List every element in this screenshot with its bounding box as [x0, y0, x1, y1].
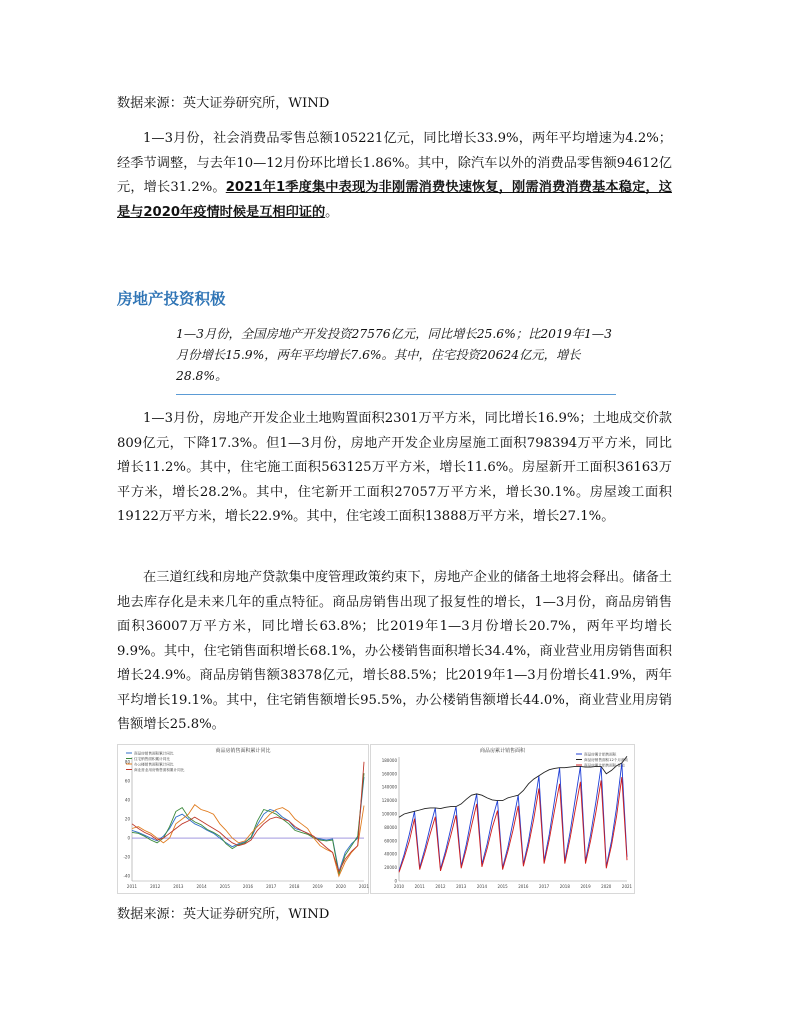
x-tick-label: 2019: [312, 884, 323, 889]
x-tick-label: 2012: [150, 884, 161, 889]
y-tick-label: 60000: [384, 838, 397, 844]
consumption-text: 1—3月份，社会消费品零售总额105221亿元，同比增长33.9%，两年平均增速为4.2%；经季节调整，与去年10—12月份环比增长1.86%。其中，除汽车以外的消费品零售额94612亿元，增长31.2%。: [117, 131, 672, 195]
y-tick-label: 0: [127, 835, 130, 841]
land-text: 1—3月份，房地产开发企业土地购置面积2301万平方米，同比增长16.9%；土地成交价款809亿元，下降17.3%。但1—3月份，房地产开发企业房屋施工面积798394万平方米，同比增长11.2%。其中，住宅施工面积563125万平方米，增长11.6%。房屋新开工面积36163万平方米，增长28.2%。其中，住宅新开工面积27057万平方米，增长30.1%。房屋竣工面积19122万平方米，增长22.9%。其中，住宅竣工面积13888万平方米，增长27.1%。: [117, 411, 672, 524]
x-tick-label: 2017: [266, 884, 277, 889]
y-tick-label: 120000: [381, 798, 397, 804]
consumption-emphasis: 2021年1季度集中表现为非刚需消费快速恢复，刚需消费消费基本稳定，这是与2020年疫情时候是互相印证的: [117, 180, 672, 220]
x-tick-label: 2014: [196, 884, 207, 889]
y-tick-label: 60: [124, 778, 130, 784]
quote-divider: [176, 394, 616, 395]
x-tick-label: 2012: [435, 884, 446, 889]
x-tick-label: 2018: [559, 884, 570, 889]
sales-paragraph: [117, 566, 672, 738]
legend-label: 商品房销售面积12个月滚动: [584, 758, 629, 762]
y-tick-label: 40: [124, 797, 130, 803]
chart-sales-cumulative-svg: [371, 745, 634, 893]
legend-label: 商品房累计销售面积-住宅: [584, 763, 625, 768]
chart-sales-yoy-svg: [118, 745, 368, 893]
x-tick-label: 2019: [580, 884, 591, 889]
y-tick-label: 0: [394, 878, 397, 884]
y-tick-label: 40000: [384, 851, 397, 857]
land-paragraph: [117, 407, 672, 530]
consumption-paragraph: [117, 127, 672, 225]
y-tick-label: 100000: [381, 811, 397, 817]
chart-sales-cumulative: [370, 744, 635, 894]
legend-label: 商业营业用房销售面积累计同比: [134, 768, 185, 772]
y-tick-label: 140000: [381, 784, 397, 790]
x-tick-label: 2015: [497, 884, 508, 889]
y-tick-label: 180000: [381, 757, 397, 763]
chart-sales-yoy: [117, 744, 369, 894]
x-tick-label: 2011: [126, 884, 138, 889]
y-tick-label: 80000: [384, 824, 397, 830]
x-tick-label: 2013: [173, 884, 184, 889]
y-tick-label: 20000: [384, 865, 397, 871]
x-tick-label: 2014: [476, 884, 488, 889]
x-tick-label: 2018: [289, 884, 300, 889]
series-line: [399, 763, 627, 871]
chart-title: 商品房销售面积累计同比: [215, 748, 271, 754]
source-note-top: 数据来源：英大证券研究所，WIND: [117, 96, 330, 111]
x-tick-label: 2020: [601, 884, 612, 889]
chart-title: 商品房累计销售面积: [479, 748, 526, 754]
series-line: [132, 773, 364, 874]
legend-label: 住宅销售面积累计同比: [134, 757, 170, 761]
x-tick-label: 2011: [414, 884, 425, 889]
x-tick-label: 2013: [456, 884, 467, 889]
quote-block: 1—3月份，全国房地产开发投资27576亿元，同比增长25.6%；比2019年1—3月份增长15.9%，两年平均增长7.6%。其中，住宅投资20624亿元，增长28.8%。: [176, 327, 612, 383]
section-heading: 房地产投资积极: [117, 290, 226, 308]
legend-label: 办公楼销售面积累计同比: [134, 762, 174, 767]
legend-label: 商品房销售面积累计同比: [134, 751, 174, 756]
x-tick-label: 2020: [335, 884, 346, 889]
x-tick-label: 2016: [242, 884, 254, 889]
sales-text: 在三道红线和房地产贷款集中度管理政策约束下，房地产企业的储备土地将会释出。储备土地去库存化是未来几年的重点特征。商品房销售出现了报复性的增长，1—3月份，商品房销售面积36007万平方米，同比增长63.8%；比2019年1—3月份增长20.7%，两年平均增长9.9%。其中，住宅销售面积增长68.1%，办公楼销售面积增长34.4%，商业营业用房销售面积增长24.9%。商品房销售额38378亿元，增长88.5%；比2019年1—3月份增长41.9%，两年平均增长19.1%。其中，住宅销售额增长95.5%，办公楼销售额增长44.0%，商业营业用房销售额增长25.8%。: [117, 570, 672, 732]
series-line: [132, 777, 364, 872]
x-tick-label: 2016: [518, 884, 529, 889]
consumption-end: 。: [325, 204, 339, 220]
legend-label: 商品房累计销售面积: [584, 752, 617, 757]
y-tick-label: 160000: [381, 771, 397, 777]
y-tick-label: -40: [123, 873, 130, 879]
y-tick-label: 80: [124, 759, 130, 765]
x-tick-label: 2021: [621, 884, 633, 889]
x-tick-label: 2015: [219, 884, 230, 889]
series-line: [132, 762, 364, 872]
y-tick-label: -20: [123, 854, 130, 860]
y-tick-label: 20: [124, 816, 130, 822]
x-tick-label: 2021: [358, 884, 370, 889]
x-tick-label: 2017: [538, 884, 550, 889]
x-tick-label: 2010: [393, 884, 405, 889]
source-note-bottom: 数据来源：英大证券研究所，WIND: [117, 907, 330, 922]
series-line: [399, 777, 627, 872]
